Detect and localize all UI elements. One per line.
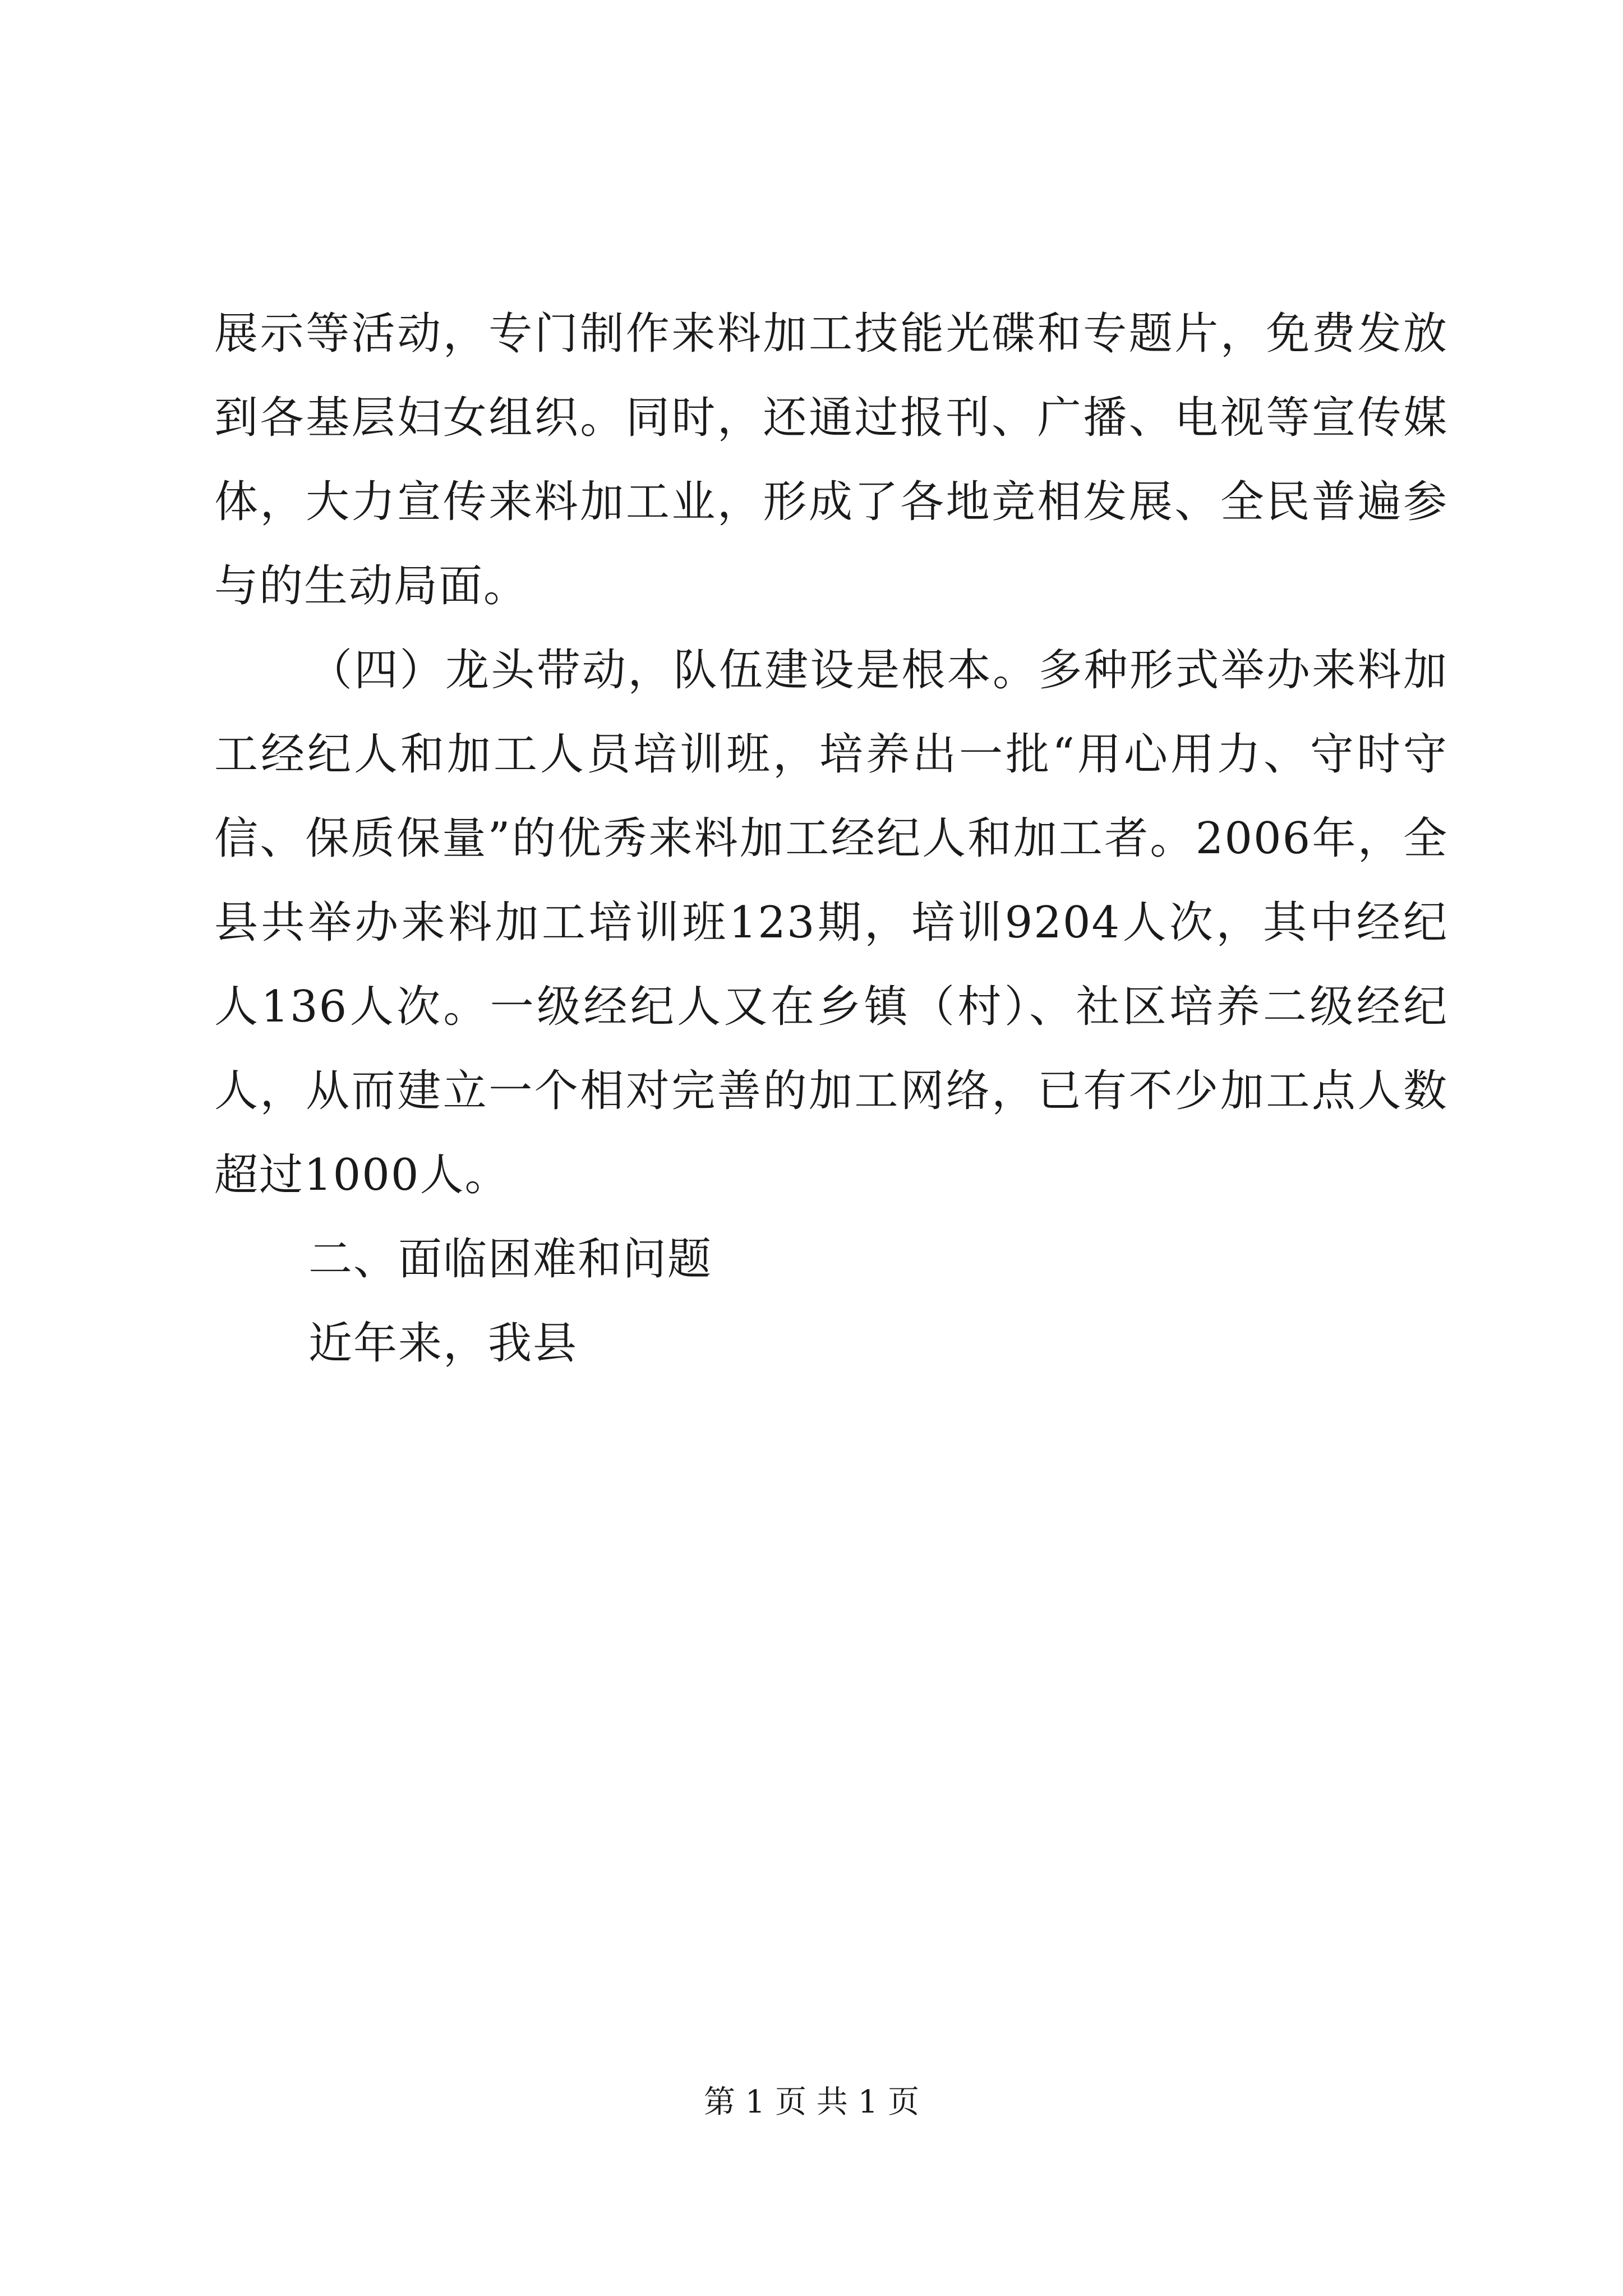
paragraph-continuation: 展示等活动，专门制作来料加工技能光碟和专题片，免费发放到各基层妇女组织。同时，还通过报刊、广播、电视等宣传媒体，大力宣传来料加工业，形成了各地竞相发展、全民普遍参与的生动局面。 <box>214 309 1448 611</box>
page-footer: 第 1 页 共 1 页 <box>703 2084 920 2120</box>
document-body <box>214 292 1448 1386</box>
paragraph-section-four: （四）龙头带动，队伍建设是根本。多种形式举办来料加工经纪人和加工人员培训班，培养出一批“用心用力、守时守信、保质保量”的优秀来料加工经纪人和加工者。2006年，全县共举办来料加工培训班123期，培训9204人次，其中经纪人136人次。一级经纪人又在乡镇（村）、社区培养二级经纪人，从而建立一个相对完善的加工网络，已有不少加工点人数超过1000人。 <box>214 645 1448 1200</box>
paragraph-recent-years: 近年来，我县 <box>308 1318 578 1369</box>
section-heading-difficulties: 二、面临困难和问题 <box>308 1234 713 1285</box>
